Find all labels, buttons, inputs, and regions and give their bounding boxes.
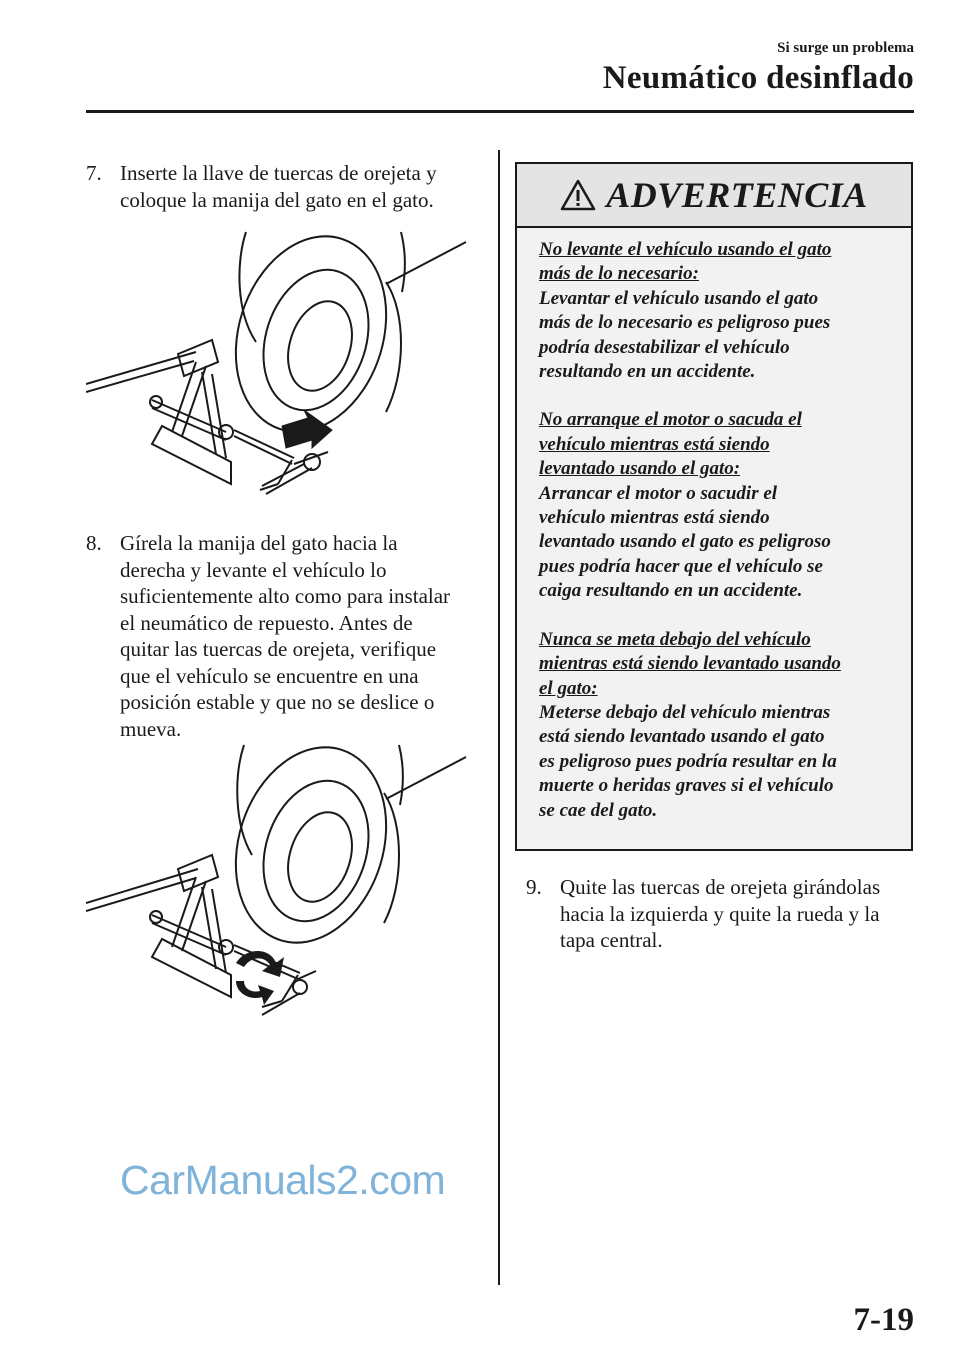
step-9 xyxy=(526,874,926,954)
step-number: 7. xyxy=(86,161,102,185)
step-line: Quite las tuercas de orejeta girándolas xyxy=(560,875,881,899)
warning-item-heading: No arranque el motor o sacuda el vehículo mientras está siendo levantado usando el gato: xyxy=(539,409,802,480)
header-section: Si surge un problema xyxy=(777,40,914,56)
warning-item-body: Levantar el vehículo usando el gato más de lo necesario es peligroso pues podría desestabilizar el vehículo resultando en un accidente. xyxy=(539,287,831,383)
step-line: posición estable y que no se deslice o xyxy=(120,690,435,714)
step-8 xyxy=(86,530,486,742)
jack-wrench-illustration xyxy=(86,222,471,512)
step-number: 8. xyxy=(86,531,102,555)
warning-item xyxy=(539,238,897,384)
rotation-arrow-icon xyxy=(236,981,274,1005)
step-line: Gírela la manija del gato hacia la xyxy=(120,531,398,555)
step-line: que el vehículo se encuentre en una xyxy=(120,663,419,688)
step-line: hacia la izquierda y quite la rueda y la xyxy=(560,901,880,926)
warning-item-body: Arrancar el motor o sacudir el vehículo mientras está siendo levantado usando el gato es peligroso pues podría hacer que el vehículo se caiga resultando en un accidente. xyxy=(539,482,831,602)
warning-body xyxy=(517,228,911,823)
jack-raising-illustration xyxy=(86,735,471,1030)
page-title: Neumático desinflado xyxy=(602,60,914,96)
warning-item-heading: No levante el vehículo usando el gato más de lo necesario: xyxy=(539,239,832,285)
step-number: 9. xyxy=(526,875,542,899)
page-number: 7-19 xyxy=(853,1302,914,1338)
warning-item-body: Meterse debajo del vehículo mientras está siendo levantado usando el gato es peligroso pues podría resultar en la muerte o heridas graves si el vehículo se cae del gato. xyxy=(539,701,837,821)
step-line: derecha y levante el vehículo lo xyxy=(120,557,387,582)
warning-header xyxy=(517,164,911,228)
step-line: coloque la manija del gato en el gato. xyxy=(120,187,434,212)
step-line: tapa central. xyxy=(560,928,663,952)
direction-arrow-icon xyxy=(282,410,332,448)
step-line: mueva. xyxy=(120,716,182,741)
warning-item xyxy=(539,628,897,823)
step-line: Inserte la llave de tuercas de orejeta y xyxy=(120,161,437,185)
warning-triangle-icon xyxy=(560,179,596,211)
warning-box xyxy=(515,162,913,851)
step-line: quitar las tuercas de orejeta, verifique xyxy=(120,637,437,661)
watermark: CarManuals2.com xyxy=(120,1157,446,1203)
column-divider xyxy=(498,150,500,1285)
step-7 xyxy=(86,160,486,213)
header-rule xyxy=(86,110,914,113)
warning-item xyxy=(539,408,897,603)
step-line: el neumático de repuesto. Antes de xyxy=(120,610,413,635)
step-line: suficientemente alto como para instalar xyxy=(120,584,451,608)
warning-item-heading: Nunca se meta debajo del vehículo mientras está siendo levantado usando el gato: xyxy=(539,628,841,699)
warning-title: ADVERTENCIA xyxy=(606,175,868,215)
